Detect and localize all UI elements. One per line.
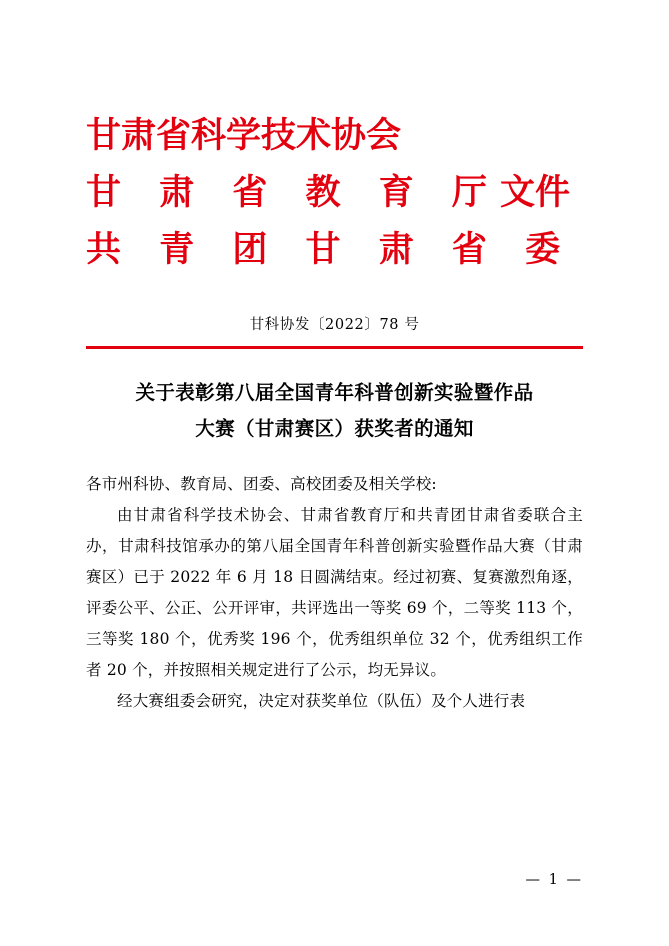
body-paragraph-2: 经大赛组委会研究，决定对获奖单位（队伍）及个人进行表 — [117, 691, 526, 710]
letterhead — [86, 0, 583, 270]
page-number: — 1 — — [525, 872, 583, 888]
red-separator-rule — [86, 346, 583, 349]
letterhead-line-2-spread: 甘 肃 省 教 育 厅 — [86, 172, 500, 213]
document-number: 甘科协发〔2022〕78 号 — [249, 317, 420, 333]
document-title-line-1: 关于表彰第八届全国青年科普创新实验暨作品 — [135, 380, 534, 404]
letterhead-line-2-tail: 文件 — [499, 172, 570, 213]
document-title-line-2: 大赛（甘肃赛区）获奖者的通知 — [195, 416, 474, 440]
salutation: 各市州科协、教育局、团委、高校团委及相关学校: — [86, 474, 437, 493]
letterhead-line-1: 甘肃省科学技术协会 — [86, 115, 402, 156]
body-paragraph-1: 由甘肃省科学技术协会、甘肃省教育厅和共青团甘肃省委联合主办，甘肃科技馆承办的第八届全国青年科普创新实验暨作品大赛（甘肃赛区）已于 2022 年 6 月 18 日圆满结束。经过初赛、复赛激烈角逐，评委公平、公正、公开评审，共评选出一等奖 69 个，二等奖 113 个，三等奖 180 个，优秀奖 196 个，优秀组织单位 32 个，优秀组织工作者 20 个，并按照相关规定进行了公示，均无异议。 — [86, 505, 583, 679]
document-body — [86, 469, 583, 717]
letterhead-line-2 — [86, 172, 583, 213]
document-title — [86, 375, 583, 447]
letterhead-line-3-spread: 共 青 团 甘 肃 省 委 — [86, 229, 574, 270]
letterhead-line-3 — [86, 229, 583, 270]
